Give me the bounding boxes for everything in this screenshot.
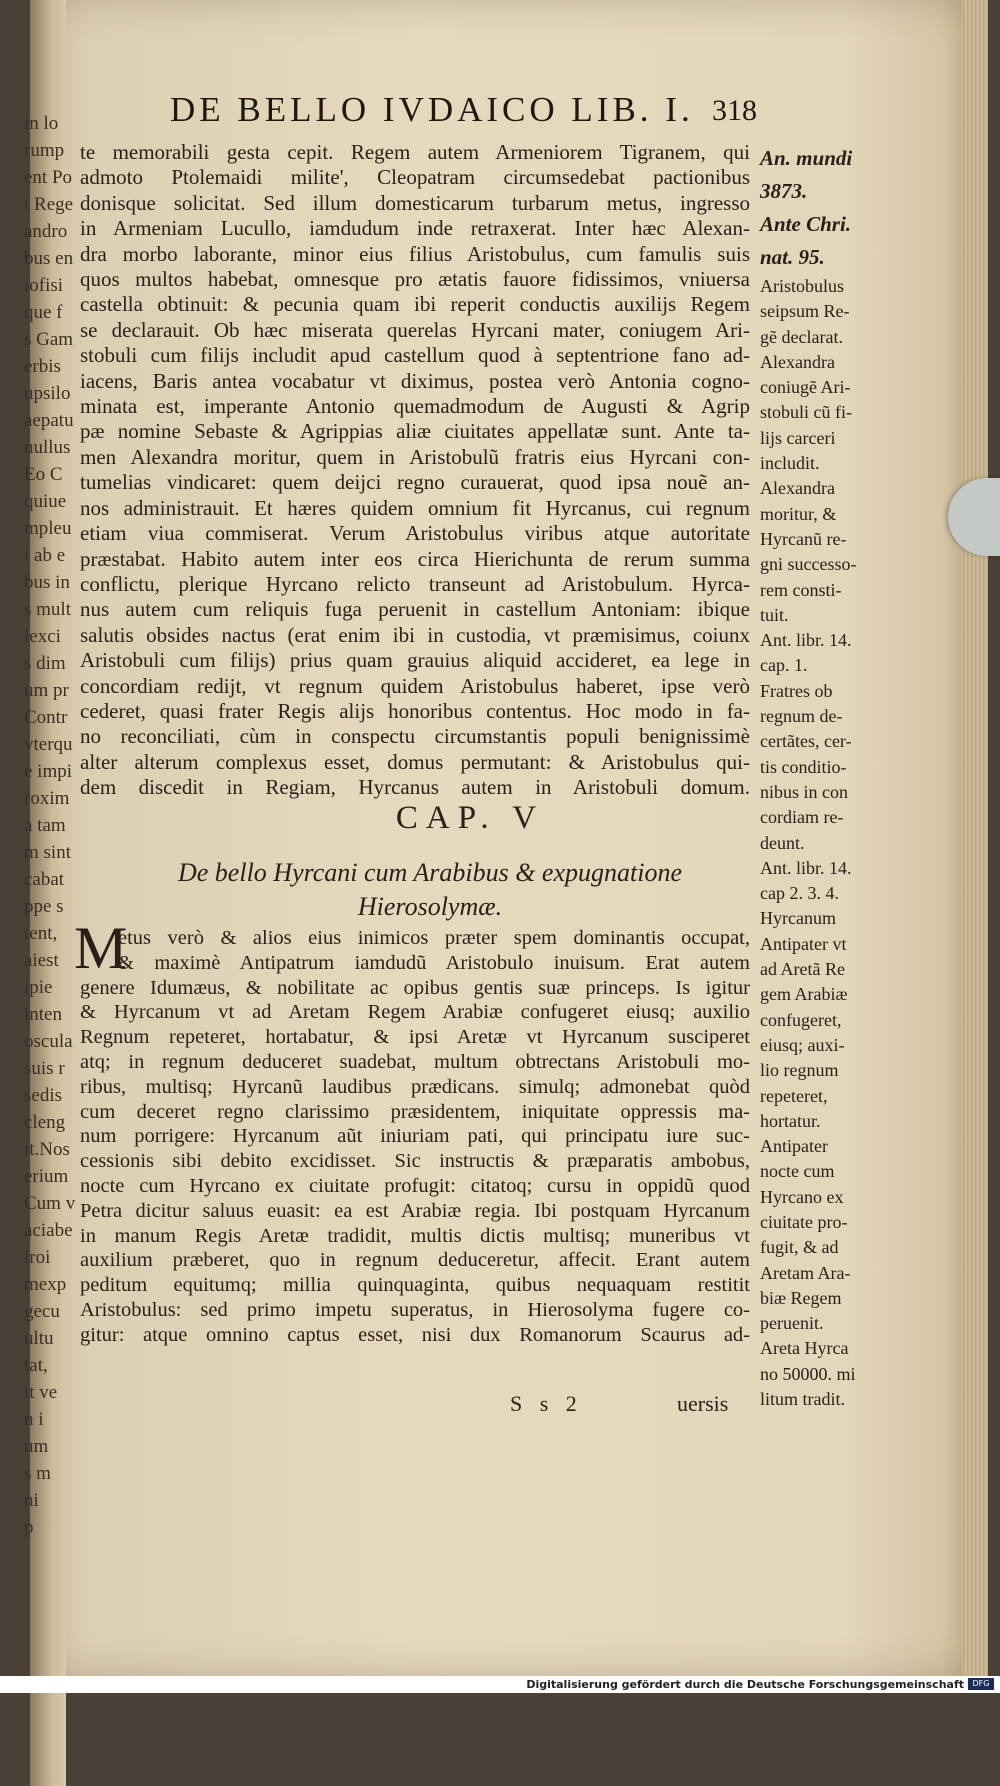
- facing-page-fragment: quiue: [24, 491, 67, 512]
- facing-page-fragment: ultu: [24, 1328, 54, 1349]
- margin-note-line: seipsum Re-: [760, 301, 850, 322]
- signature-mark: S s 2: [510, 1391, 583, 1416]
- text-line: gitur: atque omnino captus esset, nisi dux Romanorum Scaurus ad-: [80, 1323, 750, 1346]
- text-line: & Hyrcanum vt ad Aretam Regem Arabiæ confugeret eiusq; auxilio: [80, 1001, 750, 1024]
- facing-page-fragment: bus in: [24, 572, 70, 593]
- text-line: Aristobuli cum filijs) prius quam grauius aliquid accideret, ea lege in: [80, 648, 750, 673]
- text-line: dra morbo laborante, minor eius filius Aristobulus, cum famulis suis: [80, 241, 750, 266]
- facing-page-fragment: cleng: [24, 1112, 66, 1133]
- margin-note-line: biæ Regem: [760, 1287, 842, 1308]
- margin-note-line: cap. 1.: [760, 655, 808, 676]
- text-line: præstabat. Habito autem inter eos circa Hierichunta de rerum summa: [80, 546, 750, 571]
- text-line: in manum Regis Aretæ tradidit, multis dictis multisq; muneribus vt: [80, 1224, 750, 1247]
- margin-note-line: hortatur.: [760, 1110, 821, 1131]
- margin-note-line: Hyrcanum: [760, 908, 836, 929]
- text-line: dem discedit in Regiam, Hyrcanus autem in Aristobuli domum.: [80, 775, 750, 800]
- facing-page-fragment: ni: [24, 1490, 39, 1511]
- text-line: etiam viua commiserat. Verum Aristobulus viribus atque autoritate: [80, 521, 750, 546]
- facing-page-fragment: in lo: [24, 113, 59, 134]
- footer-bar: [0, 1676, 1000, 1693]
- margin-note-line: Areta Hyrca: [760, 1338, 849, 1359]
- margin-note-line: cap 2. 3. 4.: [760, 883, 839, 904]
- main-text-block-1: [80, 140, 750, 801]
- text-line: in Armeniam Lucullo, iamdudum inde retraxerat. Inter hæc Alexan-: [80, 216, 750, 241]
- facing-page-fragment: mexp: [24, 1274, 67, 1295]
- facing-page-fragment: erbis: [24, 356, 61, 377]
- facing-page-fragment: vterqu: [24, 734, 73, 755]
- facing-page-fragment: ppe s: [24, 896, 64, 917]
- facing-page-fragment: iofisi: [24, 275, 64, 296]
- facing-page-fragment: mpleu: [24, 518, 72, 539]
- text-line: stobuli cum filijs includit apud castellum quod à septentrione fano ad-: [80, 343, 750, 368]
- margin-note-line: lijs carceri: [760, 427, 836, 448]
- facing-page-fragment: s Gam: [24, 329, 74, 350]
- margin-year-note: 3873.: [760, 179, 808, 203]
- facing-page-fragment: e impi: [24, 761, 73, 782]
- text-line: etus verò & alios eius inimicos præter spem dominantis occupat,: [118, 927, 750, 949]
- book-page: [24, 0, 988, 1676]
- facing-page-fragment: n i: [24, 1409, 44, 1430]
- margin-note-line: confugeret,: [760, 1009, 842, 1030]
- facing-page-fragment: aepatu: [24, 410, 74, 431]
- text-line: Aristobulus: sed primo impetu superatus, in Hierosolyma fugere co-: [80, 1298, 750, 1321]
- margin-note-line: deunt.: [760, 832, 805, 853]
- facing-page-fragment: aiest: [24, 950, 59, 971]
- facing-page-fragment: nullus: [24, 437, 71, 458]
- chapter-subtitle-line: De bello Hyrcani cum Arabibus & expugnatione: [177, 858, 683, 887]
- margin-note-line: repeteret,: [760, 1085, 828, 1106]
- margin-note-line: nocte cum: [760, 1161, 835, 1182]
- text-line: Petra dicitur saluus euasit: ea est Arabiæ regia. Ibi postquam Hyrcanum: [80, 1199, 750, 1222]
- facing-page-fragment: upsilo: [24, 383, 71, 404]
- text-line: cum deceret regno clarissimo præsidentem, iniquitate oppressis ma-: [80, 1100, 750, 1123]
- margin-note-line: Alexandra: [760, 351, 835, 372]
- facing-page-fragment: it ve: [24, 1382, 58, 1403]
- facing-page-fragment: erium: [24, 1166, 69, 1187]
- drop-capital: M: [74, 915, 128, 981]
- margin-note-line: no 50000. mi: [760, 1363, 856, 1384]
- text-line: castella obtinuit: & pecunia quam ibi reperit conductis auxilijs Regem: [80, 292, 750, 317]
- text-line: men Alexandra moritur, quem in Aristobulũ fratris eius Hyrcani con-: [80, 444, 750, 469]
- facing-page-fragment: oscula: [24, 1031, 73, 1052]
- margin-note-line: stobuli cũ fi-: [760, 402, 852, 423]
- text-line: num porrigere: Hyrcanum aũt iniuriam pati, qui principatu iure suc-: [80, 1125, 750, 1148]
- text-line: concordiam redijt, vt regnum quidem Aristobulus haberet, ipse verò: [80, 673, 750, 698]
- text-line: iacens, Baris antea vocabatur vt diximus, postea verò Antonia cogno-: [80, 368, 750, 393]
- facing-page-fragment: ent Po: [24, 167, 73, 188]
- facing-page-fragment: tat,: [24, 1355, 48, 1376]
- facing-page-fragment: gecu: [24, 1301, 60, 1322]
- margin-note-line: Antipater vt: [760, 933, 847, 954]
- facing-page-fragment: roxim: [24, 788, 70, 809]
- text-line: peditum equitumq; millia quinquaginta, quibus nequaquam restitit: [80, 1274, 750, 1297]
- facing-page-fragment: iexci: [24, 626, 61, 647]
- facing-page-fragment: s mult: [24, 599, 71, 620]
- margin-note-line: gẽ declarat.: [760, 326, 843, 347]
- text-line: ribus, multisq; Hyrcanũ laudibus prædicans. simulq; admonebat quòd: [80, 1075, 750, 1098]
- margin-note-line: rem consti-: [760, 579, 842, 600]
- marginal-notes: [760, 142, 906, 1412]
- facing-page-fragment: s m: [24, 1463, 51, 1484]
- margin-year-note: An. mundi: [760, 146, 853, 170]
- footer-credit: Digitalisierung gefördert durch die Deutsche Forschungsgemeinschaft: [526, 1678, 964, 1691]
- margin-note-line: lio regnum: [760, 1060, 839, 1081]
- margin-note-line: gni successo-: [760, 554, 857, 575]
- margin-note-line: ciuitate pro-: [760, 1211, 848, 1232]
- facing-page-fragment: cabat: [24, 869, 65, 890]
- margin-note-line: certãtes, cer-: [760, 731, 852, 752]
- margin-note-line: Alexandra: [760, 478, 835, 499]
- chapter-subtitle-line: Hierosolymæ.: [357, 892, 503, 921]
- facing-page-fragment: it.Nos: [24, 1139, 70, 1160]
- margin-note-line: nibus in con: [760, 781, 848, 802]
- margin-note-line: Ant. libr. 14.: [760, 630, 852, 651]
- margin-note-line: peruenit.: [760, 1313, 824, 1334]
- margin-note-line: ad Aretã Re: [760, 959, 845, 980]
- text-line: no reconciliati, cùm in conspectu circumstantis populi benignissimè: [80, 724, 750, 749]
- margin-note-line: tuit.: [760, 604, 789, 625]
- margin-year-note: nat. 95.: [760, 245, 825, 269]
- facing-page-fragment: bus en: [24, 248, 74, 269]
- facing-page-fragment: t Rege: [24, 194, 74, 215]
- text-line: alter alterum complexus esset, domus permutant: & Aristobulus qui-: [80, 749, 750, 774]
- margin-note-line: includit.: [760, 453, 820, 474]
- margin-note-line: Aristobulus: [760, 276, 845, 296]
- margin-note-line: Fratres ob: [760, 680, 833, 701]
- facing-page-fragment: a tam: [24, 815, 66, 836]
- margin-note-line: Hyrcanũ re-: [760, 528, 847, 549]
- facing-page-fragment: tent,: [24, 923, 58, 944]
- facing-page-fragment: andro: [24, 221, 68, 242]
- text-line: auxilium præberet, quo in regnum deduceretur, affecit. Erant autem: [80, 1249, 750, 1272]
- facing-page-fragment: que f: [24, 302, 63, 323]
- facing-page-fragment: rump: [24, 140, 65, 161]
- text-line: cederet, quasi frater Regis alijs honoribus contentus. Hoc modo in fa-: [80, 698, 750, 723]
- margin-note-line: Antipater: [760, 1136, 828, 1157]
- facing-page-fragment: Eo C: [24, 464, 63, 485]
- catchword: uersis: [677, 1391, 729, 1416]
- margin-year-note: Ante Chri.: [760, 212, 852, 236]
- facing-page-fragment: Contr: [24, 707, 68, 728]
- margin-note-line: moritur, &: [760, 503, 837, 524]
- text-line: Regnum repeteret, hortabatur, & ipsi Aretæ vt Hyrcanum susciperet: [80, 1026, 750, 1049]
- chapter-subtitle: [130, 856, 730, 924]
- dfg-logo-icon: DFG: [968, 1678, 994, 1690]
- text-line: cessionis sibi debito excidisset. Sic instructis & præparatis ambobus,: [80, 1150, 750, 1173]
- facing-page-fragment: suis r: [24, 1058, 65, 1079]
- margin-note-line: Aretam Ara-: [760, 1262, 851, 1283]
- facing-page-edge: [24, 0, 76, 1786]
- text-line: admoto Ptolemaidi milite', Cleopatram circumsedebat pactionibus: [80, 165, 750, 190]
- facing-page-fragment: p: [24, 1517, 34, 1538]
- facing-page-fragment: s dim: [24, 653, 66, 674]
- text-line: tumelias vindicaret: quem deijci regno curauerat, quod ipsa nouẽ an-: [80, 470, 750, 495]
- margin-note-line: regnum de-: [760, 706, 843, 727]
- text-line: nus autem cum reliquis fuga peruenit in castellum Antoniam: ibique: [80, 597, 750, 622]
- facing-page-fragment: aciabe: [24, 1220, 73, 1241]
- text-line: pæ nomine Sebaste & Agrippias aliæ ciuitates appellatæ sunt. Ante ta-: [80, 419, 750, 444]
- facing-page-fragment: sedis: [24, 1085, 62, 1106]
- main-text-block-2: [80, 926, 750, 1348]
- margin-note-line: gem Arabiæ: [760, 984, 848, 1005]
- margin-note-line: eiusq; auxi-: [760, 1034, 845, 1055]
- text-line: quos multos habebat, omnesque pro ætatis fauore fidissimos, vniuersa: [80, 267, 750, 292]
- text-line: nocte cum Hyrcano ex ciuitate profugit: citatoq; cursu in oppidũ quod: [80, 1174, 750, 1197]
- margin-note-line: Hyrcano ex: [760, 1186, 844, 1207]
- folio-number: 318: [712, 94, 757, 127]
- page-block-edge: [962, 0, 988, 1676]
- facing-page-fragment: inten: [24, 1004, 62, 1025]
- text-line: atq; in regnum deduceret suadebat, multum obtrectans Aristobuli mo-: [80, 1050, 750, 1073]
- margin-note-line: litum tradit.: [760, 1389, 845, 1410]
- text-line: minata est, imperante Antonio quemadmodum de Augusti & Agrip: [80, 394, 750, 419]
- facing-page-fragment: um pr: [24, 680, 69, 701]
- facing-page-fragment: i ab e: [24, 545, 66, 566]
- margin-note-line: tis conditio-: [760, 756, 847, 777]
- text-line: te memorabili gesta cepit. Regem autem Armeniorem Tigranem, qui: [80, 140, 750, 164]
- margin-note-line: fugit, & ad: [760, 1237, 839, 1258]
- margin-note-line: coniugẽ Ari-: [760, 377, 851, 398]
- facing-page-fragment: Cum v: [24, 1193, 76, 1214]
- text-line: genere Idumæus, & nobilitate ac opibus gentis suæ princeps. Is igitur: [80, 976, 750, 999]
- text-line: donisque solicitat. Sed illum domesticarum turbarum metus, ingresso: [80, 190, 750, 215]
- text-line: nos administrauit. Et hæres quidem omnium fit Hyrcanus, cui regnum: [80, 495, 750, 520]
- margin-note-line: Ant. libr. 14.: [760, 857, 852, 878]
- facing-page-fragment: iroi: [24, 1247, 51, 1268]
- facing-page-fragment: m sint: [24, 842, 71, 863]
- text-line: se declarauit. Ob hæc miserata querelas Hyrcani mater, coniugem Ari-: [80, 317, 750, 342]
- facing-page-fragment: um: [24, 1436, 49, 1457]
- text-line: conflictu, plerique Hyrcano relicto transeunt ad Aristobulum. Hyrca-: [80, 571, 750, 596]
- running-title: DE BELLO IVDAICO LIB. I.: [170, 90, 694, 129]
- facing-page-fragment: ipie: [24, 977, 53, 998]
- text-line: salutis obsides nactus (erat enim ibi in custodia, vt præmisimus, coiunx: [80, 622, 750, 647]
- text-line: & maximè Antipatrum iamdudũ Aristobulo inuisum. Erat autem: [118, 951, 750, 974]
- chapter-heading: CAP. V: [395, 800, 545, 836]
- margin-note-line: cordiam re-: [760, 807, 844, 828]
